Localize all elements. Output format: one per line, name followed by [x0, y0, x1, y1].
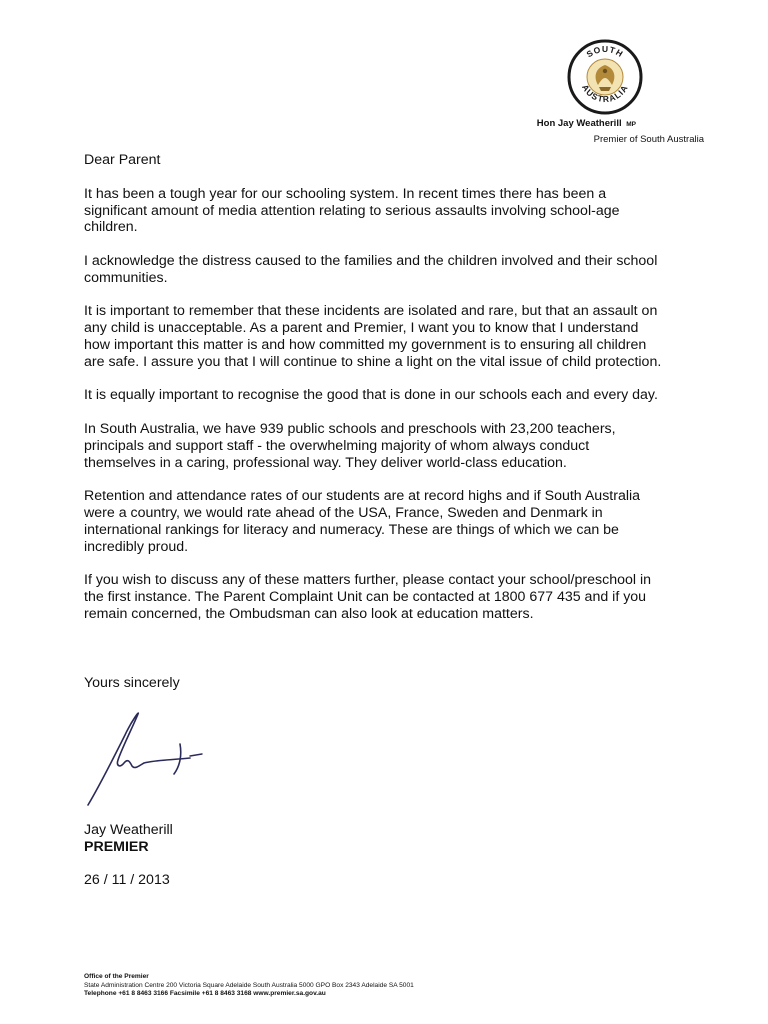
paragraph: It has been a tough year for our schooling system. In recent times there has been a significant amount of media attention relating to serious assaults involving school-age children.	[84, 185, 620, 236]
footer-contact: Telephone +61 8 8463 3166 Facsimile +61 8 8463 3168 www.premier.sa.gov.au	[84, 990, 326, 998]
paragraph: If you wish to discuss any of these matters further, please contact your school/preschool in the first instance. The Parent Complaint Unit can be contacted at 1800 677 435 and if you remain concerned, the Ombudsman can also look at education matters.	[84, 572, 652, 622]
signer-name: Jay Weatherill	[84, 822, 173, 838]
svg-text:AUSTRALIA: AUSTRALIA	[580, 82, 630, 105]
paragraph: It is important to remember that these incidents are isolated and rare, but that an assault on any child is unacceptable. As a parent and Premier, I want you to know that I understand how important this matter is and how committed my government is to ensuring all children are safe. I assure you that I will continue to shine a light on the vital issue of child protection.	[84, 303, 662, 370]
paragraph: I acknowledge the distress caused to the families and the children involved and their school communities.	[84, 252, 658, 286]
paragraph: It is equally important to recognise the good that is done in our schools each and every day.	[84, 387, 658, 404]
paragraph: In South Australia, we have 939 public schools and preschools with 23,200 teachers, principals and support staff - the overwhelming majority of whom always conduct themselves in a caring, professional way. They deliver world-class education.	[84, 420, 616, 471]
signer-title: PREMIER	[84, 839, 149, 855]
paragraph: Retention and attendance rates of our students are at record highs and if South Australia were a country, we would rate ahead of the USA, France, Sweden and Denmark in international rankings for literacy and numeracy. These are things of which we can be incredibly proud.	[84, 488, 641, 555]
sender-name-text: Hon Jay Weatherill	[536, 118, 622, 129]
sender-name	[537, 118, 636, 129]
salutation: Dear Parent	[84, 152, 161, 168]
handwritten-signature	[80, 700, 210, 810]
sender-title: Premier of South Australia	[593, 134, 704, 145]
footer-address: State Administration Centre 200 Victoria Square Adelaide South Australia 5000 GPO Box 2343 Adelaide SA 5001	[84, 981, 414, 989]
letter-body	[84, 152, 664, 639]
letterhead	[484, 38, 704, 145]
south-australia-seal-icon	[566, 38, 644, 116]
letter-date: 26 / 11 / 2013	[84, 872, 170, 888]
closing: Yours sincerely	[84, 675, 180, 691]
footer	[84, 973, 414, 999]
sender-suffix: MP	[626, 121, 636, 128]
svg-text:SOUTH: SOUTH	[584, 43, 626, 60]
footer-office: Office of the Premier	[84, 973, 149, 980]
